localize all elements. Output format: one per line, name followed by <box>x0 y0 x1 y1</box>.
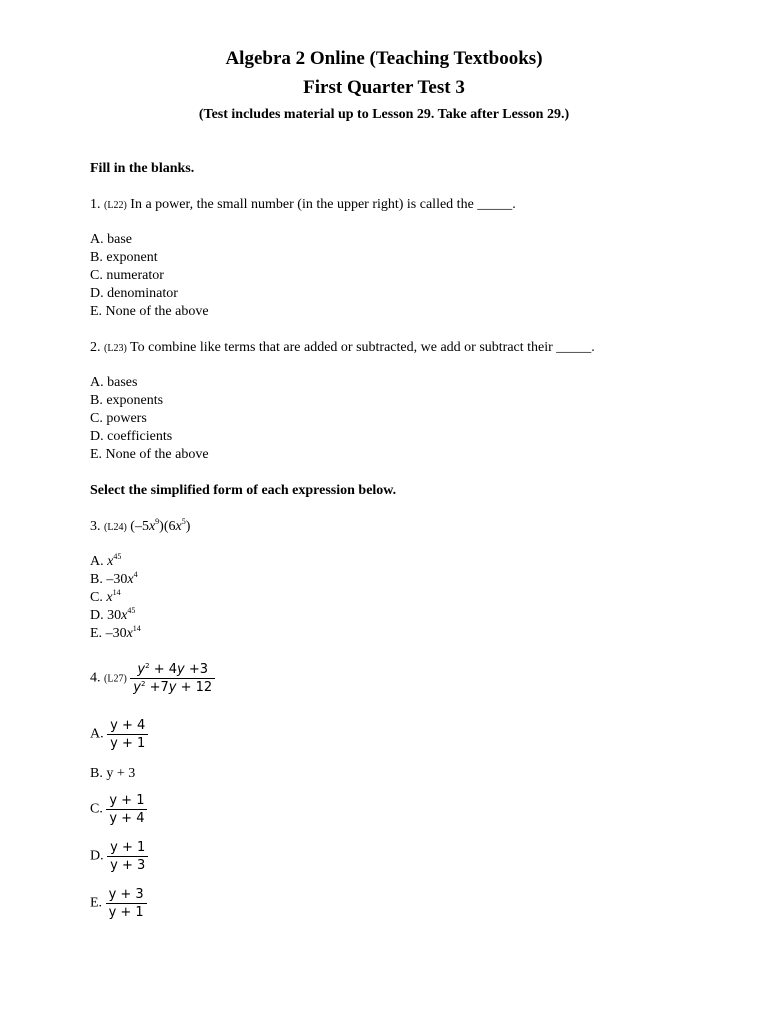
section-heading-simplify: Select the simplified form of each expression below. <box>90 483 397 498</box>
answer-choice: B. y + 3 <box>90 766 136 781</box>
expression: $(-5x^9)(6x^5)$ <box>130 517 191 534</box>
question-text: To combine like terms that are added or subtracted, we add or subtract their _____. <box>130 340 595 355</box>
question-number: 4. <box>90 670 101 686</box>
lesson-ref: (L23) <box>104 343 127 354</box>
title-line-2: First Quarter Test 3 <box>303 77 465 98</box>
answer-choice: A. base <box>90 232 132 247</box>
rational-expression: $\frac{y^2 + 4y +3}{y^2 +7y + 12}$ <box>130 661 215 696</box>
question-number: 1. <box>90 197 101 212</box>
answer-choice: E. None of the above <box>90 304 209 319</box>
answer-choice: B. exponent <box>90 250 158 265</box>
answer-choice: E. None of the above <box>90 447 209 462</box>
answer-choice: C. powers <box>90 411 147 426</box>
answer-choice: E. $\frac{y + 3}{y + 1}$ <box>90 886 147 921</box>
answer-choice: A. $x^{45}$ <box>90 552 122 569</box>
section-heading-fill-blanks: Fill in the blanks. <box>90 161 195 176</box>
answer-choice: B. $-30x^4$ <box>90 570 138 587</box>
answer-choice: C. $x^{14}$ <box>90 588 121 605</box>
question-number: 3. <box>90 519 101 534</box>
answer-choice: B. exponents <box>90 393 164 408</box>
question-3 <box>90 518 190 537</box>
question-4 <box>90 661 215 696</box>
question-text: In a power, the small number (in the upper right) is called the _____. <box>130 197 516 212</box>
question-2 <box>90 339 595 358</box>
lesson-ref: (L24) <box>104 522 127 533</box>
answer-choice: A. $\frac{y + 4}{y + 1}$ <box>90 717 148 752</box>
answer-choice: A. bases <box>90 375 138 390</box>
answer-choice: D. coefficients <box>90 429 173 444</box>
lesson-ref: (L22) <box>104 200 127 211</box>
answer-choice: C. numerator <box>90 268 164 283</box>
question-number: 2. <box>90 340 101 355</box>
answer-choice: D. $30x^{45}$ <box>90 606 136 623</box>
lesson-ref: (L27) <box>104 673 127 685</box>
test-note: (Test includes material up to Lesson 29. Take after Lesson 29.) <box>198 107 570 122</box>
answer-choice: E. $-30x^{14}$ <box>90 624 141 641</box>
question-1 <box>90 196 516 215</box>
answer-choice: C. $\frac{y + 1}{y + 4}$ <box>90 792 147 827</box>
answer-choice: D. $\frac{y + 1}{y + 3}$ <box>90 839 148 874</box>
title-line-1: Algebra 2 Online (Teaching Textbooks) <box>225 48 543 69</box>
answer-choice: D. denominator <box>90 286 178 301</box>
